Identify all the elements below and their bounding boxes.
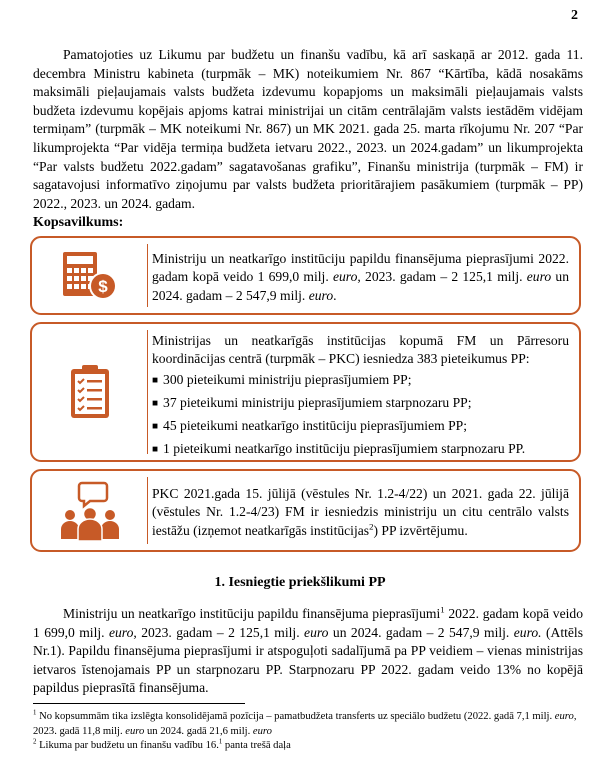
evaluation-summary-text: PKC 2021.gada 15. jūlijā (vēstules Nr. 1.2-4/22) un 2021. gada 22. jūlijā (vēstules Nr. 1.2-4/23) FM ir iesniedzis ministriju un citu centrālo valsts iestāžu (izņemot neatkarīgās institūcijas$^2$) PP izvērtējumu. [152,486,569,538]
summary-box-evaluation [30,469,581,552]
clipboard-checklist-icon [32,324,147,460]
page-number: 2 [571,8,578,23]
box-divider [147,477,148,544]
calculator-dollar-icon [32,238,147,313]
funding-summary-text: Ministriju un neatkarīgo institūciju papildu finansējuma pieprasījumi 2022. gadam kopā veido 1 699,0 milj. euro, 2023. gadam – 2 125,1 milj. euro un 2024. gadam – 2 547,9 milj. euro. [152,251,570,303]
applications-summary [152,332,569,464]
list-item: ■ 37 pieteikumi ministriju pieprasījumiem starpnozaru PP; [152,394,472,410]
summary-box-applications [30,322,581,462]
footnote-1: $^1$ No kopsummām tika izslēgta konsolidējamā pozīcija – pamatbudžeta transferts uz speciālo budžetu (2022. gadā 7,1 milj. euro, 2023. gadā 11,8 milj. euro un 2024. gadā 21,6 milj. euro [33,709,577,737]
box-divider [147,330,148,454]
applications-intro-text: Ministrijas un neatkarīgās institūcijas kopumā FM un Pārresoru koordinācijas centrā (turpmāk – PKC) iesniedza 383 pieteikumus PP: [152,333,569,367]
section-title: 1. Iesniegtie priekšlikumi PP [214,575,386,590]
summary-box-funding [30,236,581,315]
list-item: ■ 45 pieteikumi neatkarīgo institūciju pieprasījumiem PP; [152,418,467,434]
body-paragraph: Ministriju un neatkarīgo institūciju papildu finansējuma pieprasījumi$^1$ 2022. gadam kopā veido 1 699,0 milj. euro, 2023. gadam – 2 125,1 milj. euro un 2024. gadam – 2 547,9 milj. euro. (Attēls Nr.1). Papildu finansējuma pieprasījumi ir atspoguļoti sadalījumā pa PP veidiem – vienas ministrijas ietvaros īstenojamais PP un starpnozaru PP. Starpnozaru PP 2022. gadam veido 13% no kopējā papildus pieprasītā finansējuma. [33,604,583,696]
summary-heading: Kopsavilkums: [33,215,124,230]
group-speech-bubble-icon [32,471,147,550]
list-item: ■ 1 pieteikumi neatkarīgo institūciju pieprasījumiem starpnozaru PP. [152,441,526,457]
intro-paragraph: Pamatojoties uz Likumu par budžetu un finanšu vadību, kā arī saskaņā ar 2012. gada 11. decembra Ministru kabineta (turpmāk – MK) noteikumiem Nr. 867 “Kārtība, kādā nosakāms maksimāli pieļaujamais valsts budžeta izdevumu kopapjoms un maksimāli pieļaujamais valsts budžeta izdevumu kopējais apjoms katrai ministrijai un citām centrālajām valsts iestādēm vidējam termiņam” (turpmāk – MK noteikumi Nr. 867) un MK 2021. gada 25. marta rīkojumu Nr. 207 “Par likumprojekta “Par vidēja termiņa budžeta ietvaru 2022., 2023. un 2024.gadam” un likumprojekta “Par valsts budžetu 2022.gadam” sagatavošanas grafiku”, Finanšu ministrija (turpmāk – FM) ir sagatavojusi informatīvo ziņojumu par valsts budžeta prioritārajiem pasākumiem (turpmāk – PP) 2022., 2023. un 2024. gadam. [33,47,583,211]
box-divider [147,244,148,307]
footnote-ref[interactable]: 1 [440,604,445,615]
footnote-separator [33,703,245,704]
applications-list [152,371,569,460]
footnote-2: $^2$ Likuma par budžetu un finanšu vadību 16.$^1$ panta trešā daļa [33,738,291,752]
svg-text:$: $ [97,276,108,296]
list-item: ■ 300 pieteikumi ministriju pieprasījumiem PP; [152,371,412,387]
footnotes [33,710,583,754]
